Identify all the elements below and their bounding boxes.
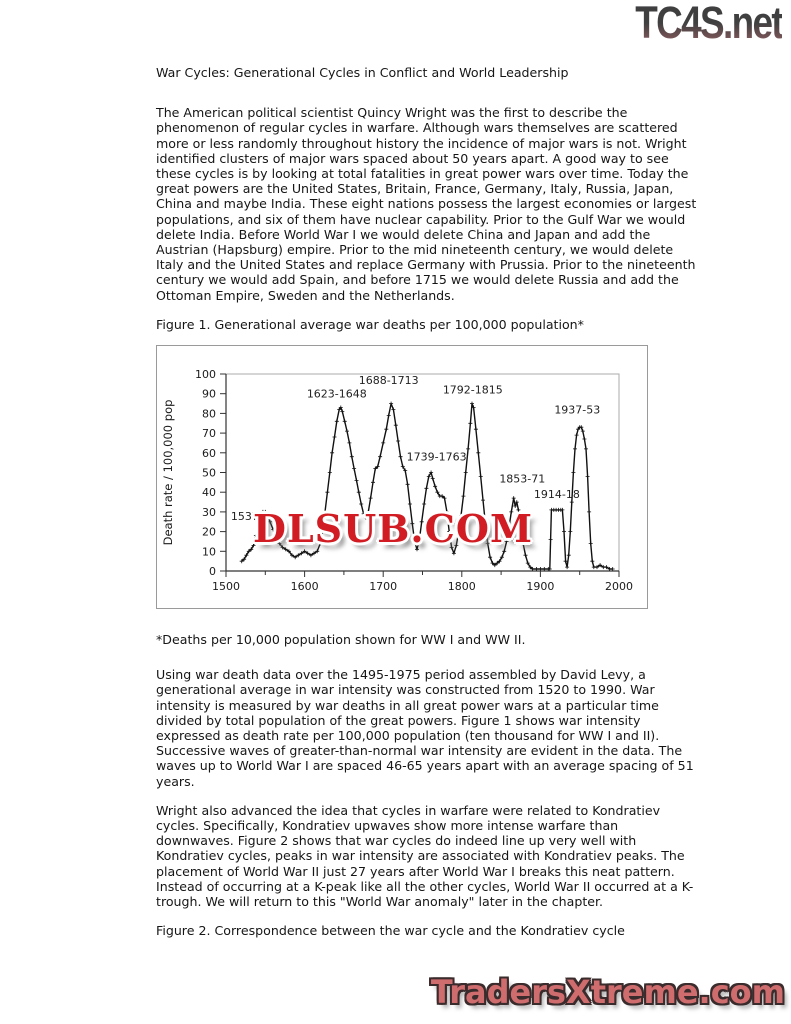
svg-text:1623-1648: 1623-1648 [306,387,367,401]
svg-text:1792-1815: 1792-1815 [442,383,503,397]
svg-text:1853-71: 1853-71 [499,472,546,486]
figure1-footnote: *Deaths per 10,000 population shown for WW I and WW II. [156,632,526,648]
svg-text:10: 10 [202,545,216,559]
svg-text:20: 20 [202,525,216,539]
svg-text:100: 100 [195,368,216,382]
svg-text:70: 70 [202,427,216,441]
tradersxtreme-logo: TradersXtreme.com [430,973,785,1011]
svg-text:Death rate / 100,000 pop: Death rate / 100,000 pop [161,399,175,546]
war-deaths-line-chart [157,346,647,608]
article-body [156,65,697,952]
svg-text:1800: 1800 [447,580,476,594]
figure1-caption: Figure 1. Generational average war deaths per 100,000 population* [156,316,584,332]
paragraph-intro: The American political scientist Quincy Wright was the first to describe the phenomenon of regular cycles in warfare. Although wars themselves are scattered more or less randomly throughout history the incidence of major wars is not. Wright identified clusters of major wars spaced about 50 years apart. A good way to see these cycles is by looking at total fatalities in great power wars over time. Today the great powers are the United States, Britain, France, Germany, Italy, Russia, Japan, China and maybe India. These eight nations possess the largest economies or largest populations, and six of them have nuclear capability. Prior to the Gulf War we would delete India. Before World War I we would delete China and Japan and add the Austrian (Hapsburg) empire. Prior to the mid nineteenth century, we would delete Italy and the United States and replace Germany with Prussia. Prior to the nineteenth century we would add Spain, and before 1715 we would delete Russia and add the Ottoman Empire, Sweden and the Netherlands. [156,105,697,303]
svg-text:1739-1763: 1739-1763 [406,450,467,464]
svg-text:1937-53: 1937-53 [554,403,601,417]
dlsub-watermark: DLSUB.COM [253,506,534,552]
svg-text:1900: 1900 [526,580,555,594]
svg-text:2000: 2000 [605,580,633,594]
svg-text:1914-18: 1914-18 [533,488,580,502]
svg-text:1500: 1500 [212,580,240,594]
svg-text:50: 50 [202,466,216,480]
svg-text:1700: 1700 [369,580,398,594]
svg-text:90: 90 [202,387,216,401]
svg-text:30: 30 [202,505,216,519]
tc4s-logo: TC4S.net [635,0,782,48]
page-title: War Cycles: Generational Cycles in Conflict and World Leadership [156,65,569,80]
svg-text:80: 80 [202,407,216,421]
svg-text:60: 60 [202,446,216,460]
svg-text:0: 0 [209,565,216,579]
paragraph-kondratiev: Wright also advanced the idea that cycles in warfare were related to Kondratiev cycles. Specifically, Kondratiev upwaves show more intense warfare than downwaves. Figure 2 shows that war cycles do indeed line up very well with Kondratiev cycles, peaks in war intensity are associated with Kondratiev peaks. The placement of World War II just 27 years after World War I breaks this neat pattern. Instead of occurring at a K-peak like all the other cycles, World War II occurred at a K-trough. We will return to this "World War anomaly" later in the chapter. [156,802,694,910]
paragraph-data-description: Using war death data over the 1495-1975 period assembled by David Levy, a generational average in war intensity was constructed from 1520 to 1990. War intensity is measured by war deaths in all great power wars at a particular time divided by total population of the great powers. Figure 1 shows war intensity expressed as death rate per 100,000 population (ten thousand for WW I and II). Successive waves of greater-than-normal war intensity are evident in the data. The waves up to World War I are spaced 46-65 years apart with an average spacing of 51 years. [156,667,694,789]
svg-text:40: 40 [202,486,216,500]
figure1-chart [156,345,648,609]
figure2-caption: Figure 2. Correspondence between the war cycle and the Kondratiev cycle [156,923,625,939]
svg-text:1600: 1600 [290,580,319,594]
svg-text:1537: 1537 [230,509,259,523]
svg-text:1688-1713: 1688-1713 [358,373,419,387]
